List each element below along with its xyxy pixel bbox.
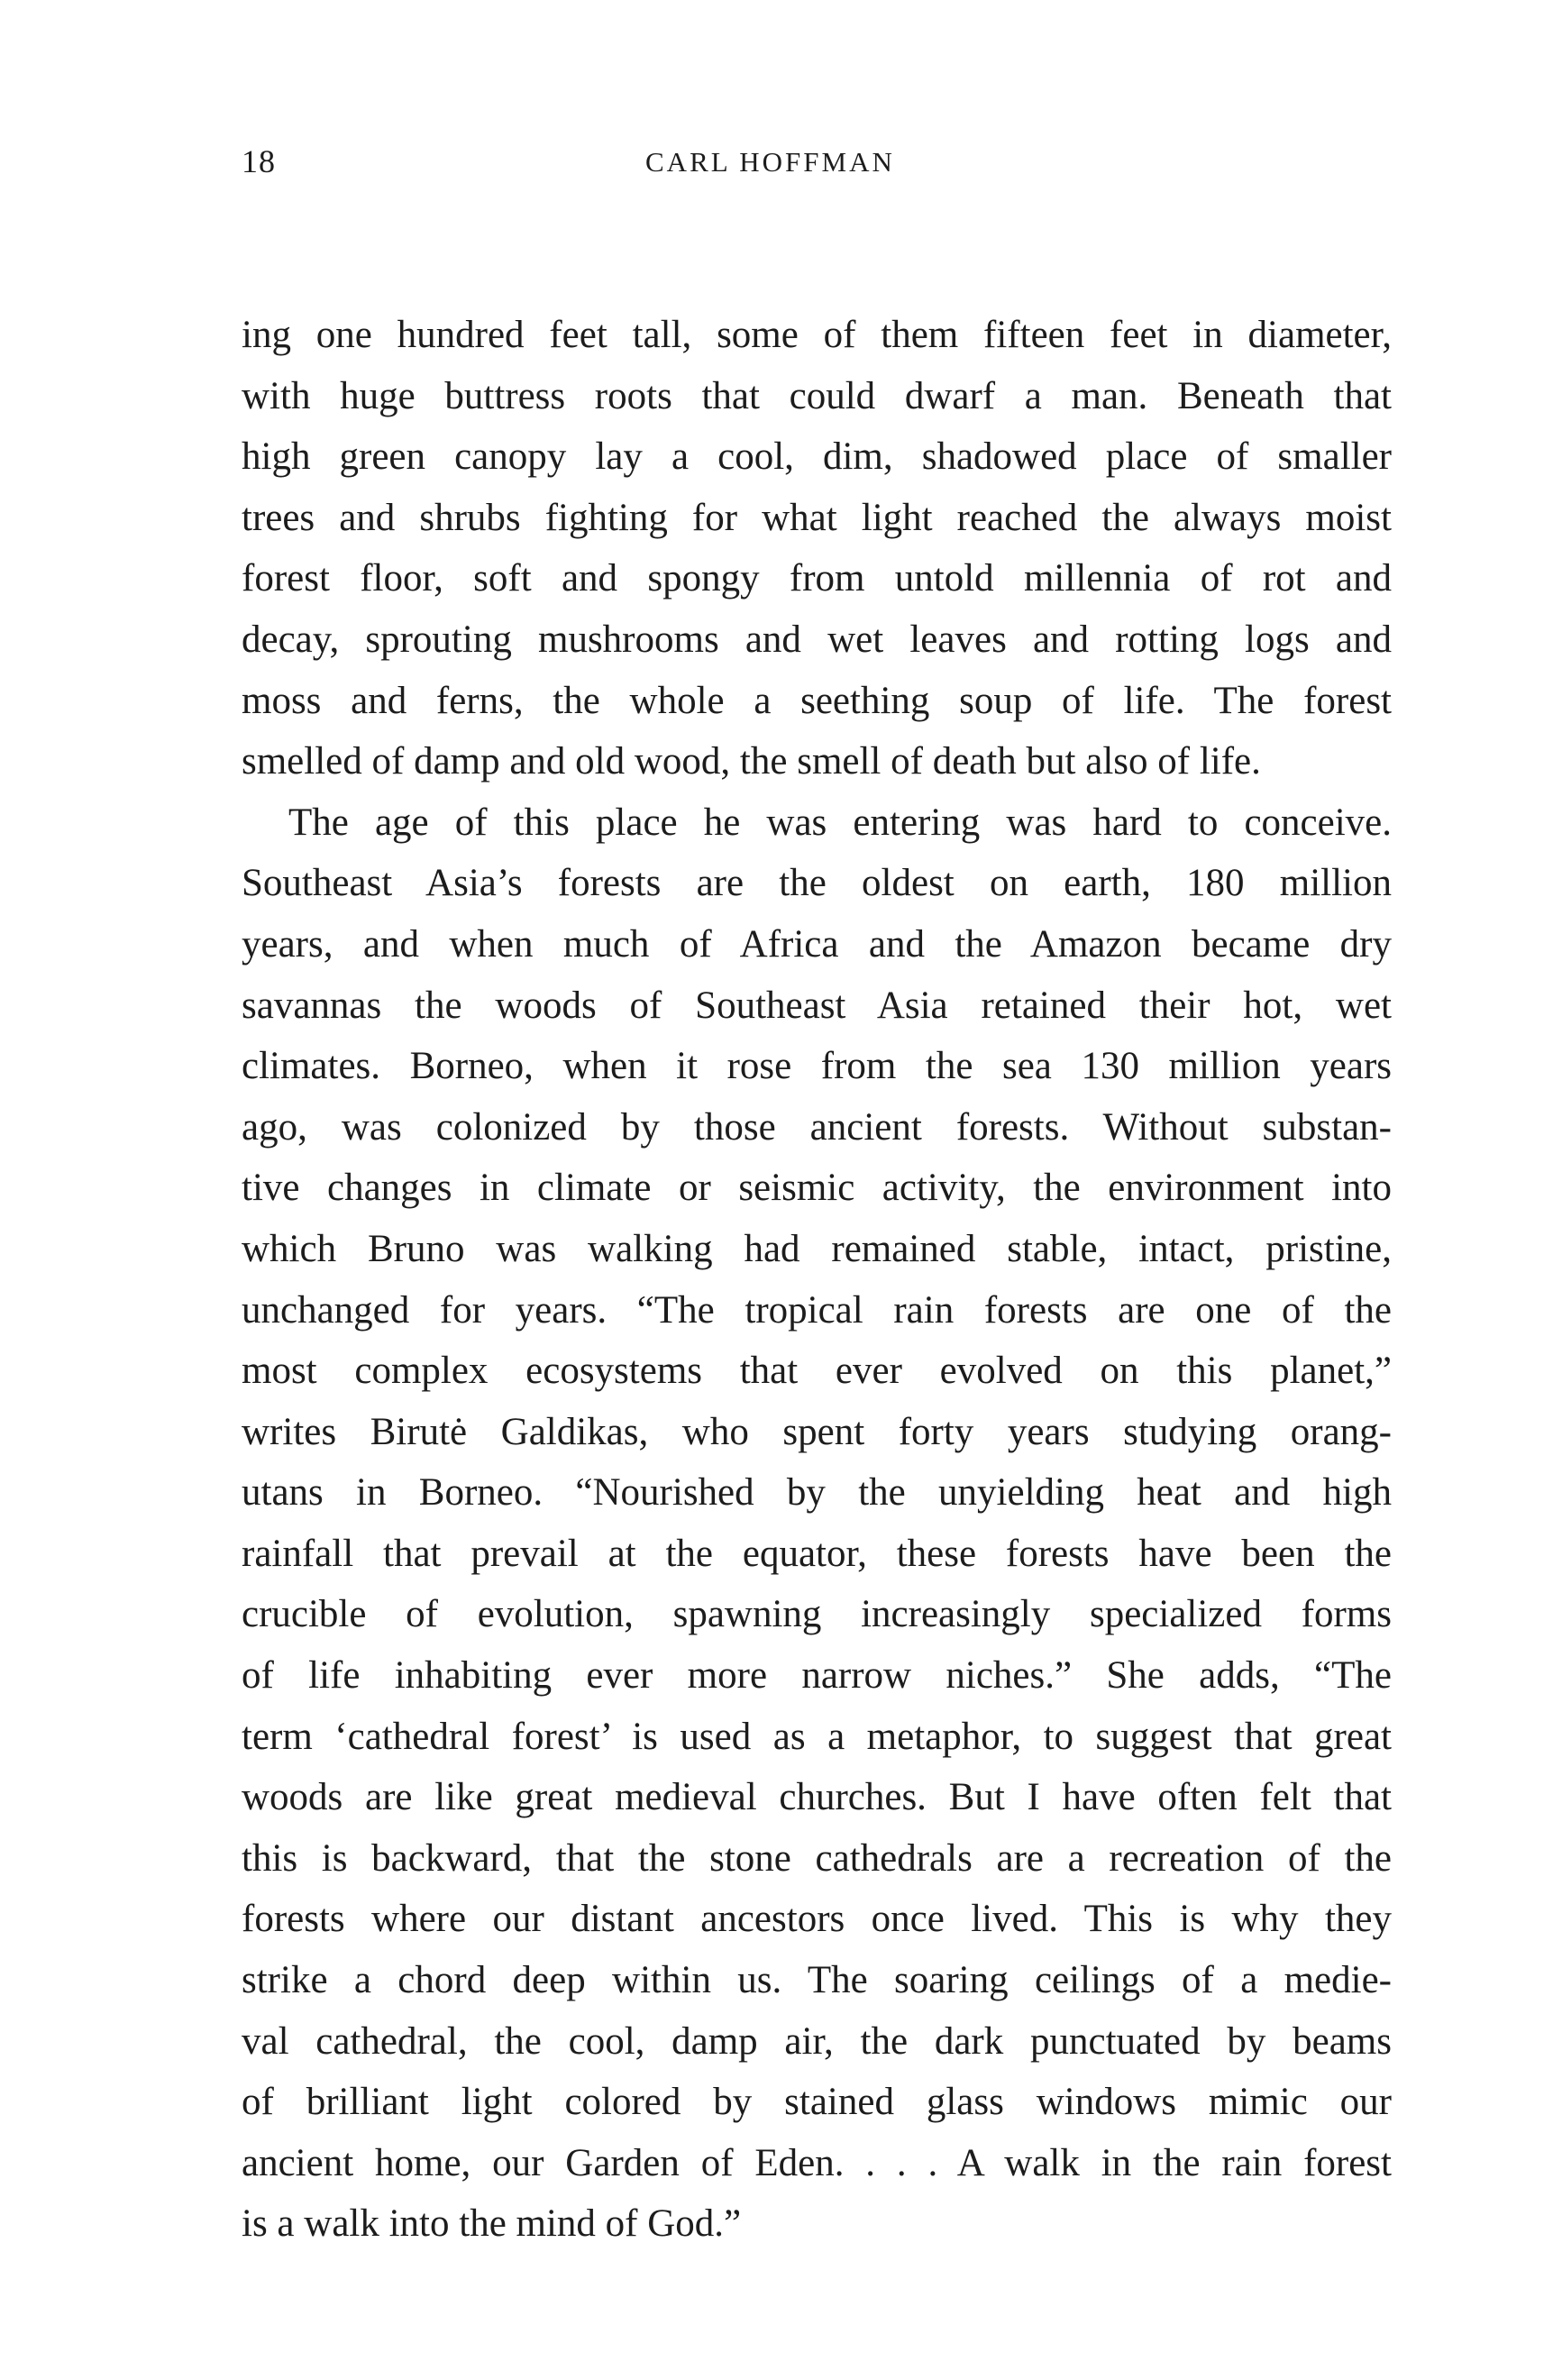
text-line: years, and when much of Africa and the Amazon became dry bbox=[242, 922, 1392, 966]
text-line: moss and ferns, the whole a seething soup of life. The forest bbox=[242, 679, 1392, 722]
text-line: with huge buttress roots that could dwarf a man. Beneath that bbox=[242, 374, 1392, 417]
text-line: which Bruno was walking had remained stable, intact, pristine, bbox=[242, 1227, 1392, 1270]
text-line: forests where our distant ancestors once lived. This is why they bbox=[242, 1898, 1392, 1941]
text-line: of life inhabiting ever more narrow niches.” She adds, “The bbox=[242, 1654, 1392, 1698]
text-line: of brilliant light colored by stained glass windows mimic our bbox=[242, 2081, 1392, 2124]
text-line: decay, sprouting mushrooms and wet leaves and rotting logs and bbox=[242, 618, 1392, 661]
text-line: this is backward, that the stone cathedrals are a recreation of the bbox=[242, 1836, 1392, 1880]
text-line: rainfall that prevail at the equator, these forests have been the bbox=[242, 1532, 1392, 1575]
text-line: trees and shrubs fighting for what light reached the always moist bbox=[242, 496, 1392, 539]
text-line: strike a chord deep within us. The soaring ceilings of a medie- bbox=[242, 1959, 1392, 2002]
running-head bbox=[242, 142, 1392, 188]
text-line: term ‘cathedral forest’ is used as a metaphor, to suggest that great bbox=[242, 1715, 1392, 1758]
text-line: utans in Borneo. “Nourished by the unyielding heat and high bbox=[242, 1471, 1392, 1515]
text-line: Southeast Asia’s forests are the oldest on earth, 180 million bbox=[242, 862, 1392, 905]
text-line: savannas the woods of Southeast Asia retained their hot, wet bbox=[242, 984, 1392, 1027]
text-line: forest floor, soft and spongy from untold millennia of rot and bbox=[242, 557, 1392, 600]
text-line: smelled of damp and old wood, the smell of death but also of life. bbox=[242, 740, 1261, 783]
text-line: climates. Borneo, when it rose from the sea 130 million years bbox=[242, 1045, 1392, 1088]
paragraph-first-line: The age of this place he was entering was hard to conceive. bbox=[288, 801, 1392, 844]
text-line: tive changes in climate or seismic activity, the environment into bbox=[242, 1167, 1392, 1210]
text-line: woods are like great medieval churches. But I have often felt that bbox=[242, 1776, 1392, 1819]
body-text bbox=[242, 305, 1392, 2255]
text-line: val cathedral, the cool, damp air, the dark punctuated by beams bbox=[242, 2019, 1392, 2063]
text-line: ancient home, our Garden of Eden. . . . A walk in the rain forest bbox=[242, 2141, 1392, 2184]
text-line: ago, was colonized by those ancient forests. Without substan- bbox=[242, 1105, 1392, 1149]
text-line: high green canopy lay a cool, dim, shadowed place of smaller bbox=[242, 435, 1392, 479]
text-line: unchanged for years. “The tropical rain forests are one of the bbox=[242, 1288, 1392, 1332]
page-number: 18 bbox=[242, 143, 276, 179]
text-line: writes Birutė Galdikas, who spent forty years studying orang- bbox=[242, 1410, 1392, 1453]
text-line: is a walk into the mind of God.” bbox=[242, 2202, 742, 2246]
text-line: most complex ecosystems that ever evolved on this planet,” bbox=[242, 1350, 1392, 1393]
text-line: crucible of evolution, spawning increasingly specialized forms bbox=[242, 1593, 1392, 1636]
text-line: ing one hundred feet tall, some of them fifteen feet in diameter, bbox=[242, 314, 1392, 356]
running-title: CARL HOFFMAN bbox=[645, 146, 895, 178]
